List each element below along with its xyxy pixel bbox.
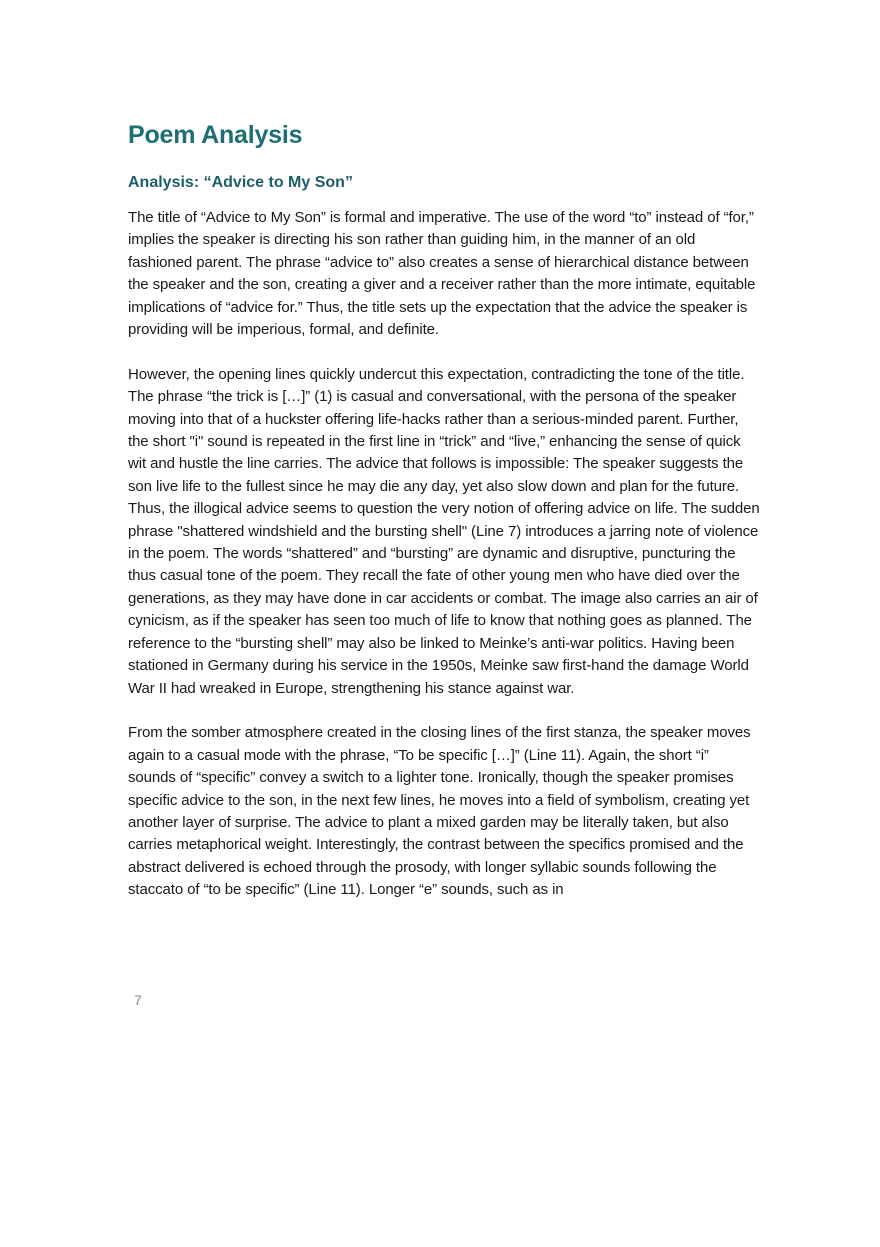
- section-heading: Analysis: “Advice to My Son”: [128, 174, 353, 191]
- paragraph-opening-lines: However, the opening lines quickly undercut this expectation, contradicting the tone of the title. The phrase “the trick is […]” (1) is casual and conversational, with the persona of the speaker moving into that of a huckster offering life-hacks rather than a serious-minded parent. Further, the short "i" sound is repeated in the first line in “trick” and “live,” enhancing the sense of quick wit and hustle the line carries. The advice that follows is impossible: The speaker suggests the son live life to the fullest since he may die any day, yet also slow down and plan for the future. Thus, the illogical advice seems to question the very notion of offering advice on life. The sudden phrase "shattered windshield and the bursting shell" (Line 7) introduces a jarring note of violence in the poem. The words “shattered” and “bursting” are dynamic and disruptive, puncturing the thus casual tone of the poem. They recall the fate of other young men who have died over the generations, as they may have done in car accidents or combat. The image also carries an air of cynicism, as if the speaker has seen too much of life to know that nothing goes as planned. The reference to the “bursting shell” may also be linked to Meinke’s anti-war politics. Having been stationed in Germany during his service in the 1950s, Meinke saw first-hand the damage World War II had wreaked in Europe, strengthening his stance against war.: [128, 365, 760, 697]
- document-page: [128, 118, 760, 902]
- paragraph-specific-advice: From the somber atmosphere created in the closing lines of the first stanza, the speaker moves again to a casual mode with the phrase, “To be specific […]” (Line 11). Again, the short “i” sounds of “specific” convey a switch to a lighter tone. Ironically, though the speaker promises specific advice to the son, in the next few lines, he moves into a field of symbolism, creating yet another layer of surprise. The advice to plant a mixed garden may be literally taken, but also carries metaphorical weight. Interestingly, the contrast between the specifics promised and the abstract delivered is echoed through the prosody, with longer syllabic sounds following the staccato of “to be specific” (Line 11). Longer “e” sounds, such as in: [128, 724, 751, 899]
- paragraph-title-analysis: The title of “Advice to My Son” is formal and imperative. The use of the word “to” instead of “for,” implies the speaker is directing his son rather than guiding him, in the manner of an old fashioned parent. The phrase “advice to” also creates a sense of hierarchical distance between the speaker and the son, creating a giver and a receiver rather than the more intimate, equitable implications of “advice for.” Thus, the title sets up the expectation that the advice the speaker is providing will be imperious, formal, and definite.: [128, 209, 756, 339]
- document-title: Poem Analysis: [128, 121, 303, 149]
- page-number: 7: [134, 992, 142, 1008]
